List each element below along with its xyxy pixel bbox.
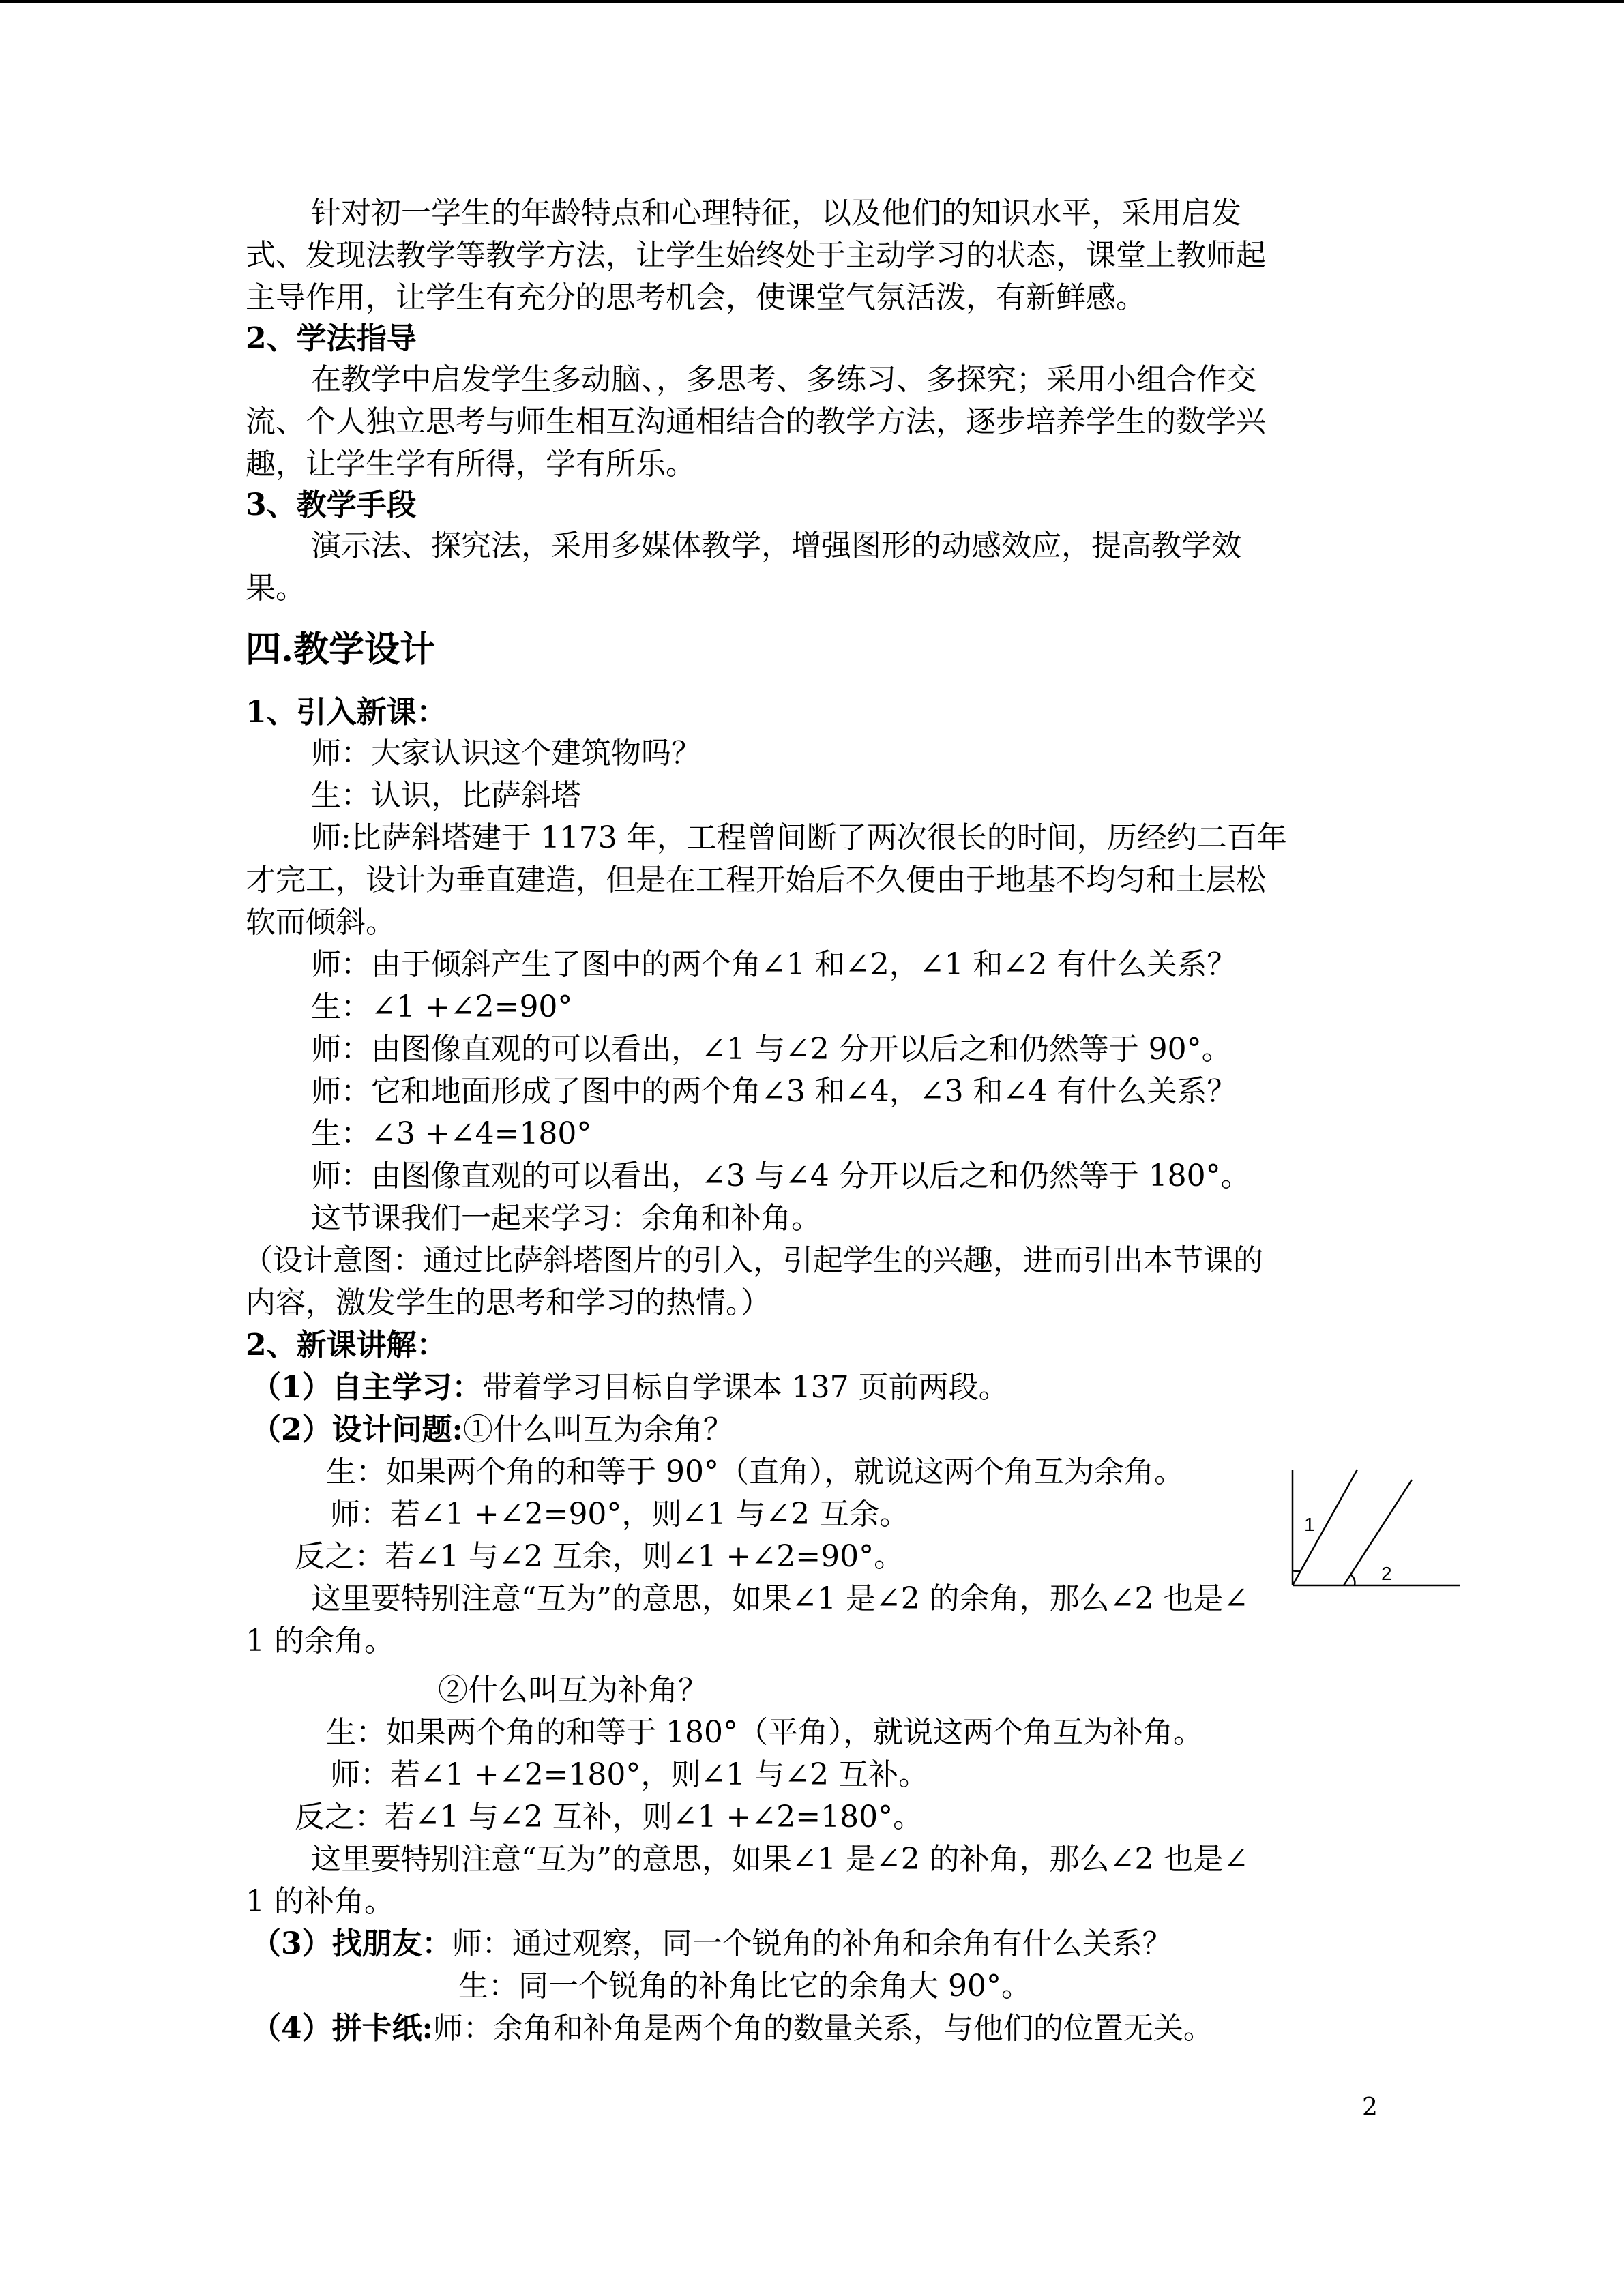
dialogue-line: 生：如果两个角的和等于 180°（平角），就说这两个角互为补角。 xyxy=(326,1715,1203,1750)
design-note-line: （设计意图：通过比萨斜塔图片的引入，引起学生的兴趣，进而引出本节课的 xyxy=(243,1243,1263,1278)
dialogue-line: 才完工，设计为垂直建造，但是在工程开始后不久便由于地基不均匀和土层松 xyxy=(246,863,1266,897)
dialogue-line: 师：大家认识这个建筑物吗？ xyxy=(311,736,701,771)
section-heading: 2、学法指导 xyxy=(246,321,417,356)
angle-label-1: 1 xyxy=(1304,1514,1315,1535)
dialogue-line: 生：如果两个角的和等于 90°（直角），就说这两个角互为余角。 xyxy=(326,1455,1184,1489)
step-text: 师：通过观察，同一个锐角的补角和余角有什么关系？ xyxy=(452,1926,1172,1961)
step-line xyxy=(251,1367,1009,1409)
step-line xyxy=(251,1409,733,1451)
dialogue-line: 1 的余角。 xyxy=(246,1624,394,1658)
dialogue-line: 这节课我们一起来学习：余角和补角。 xyxy=(311,1201,821,1236)
dialogue-line: 师:比萨斜塔建于 1173 年，工程曾间断了两次很长的时间，历经约二百年 xyxy=(311,820,1287,855)
paragraph-line: 式、发现法教学等教学方法，让学生始终处于主动学习的状态，课堂上教师起 xyxy=(246,238,1266,273)
dialogue-line: 生：同一个锐角的补角比它的余角大 90°。 xyxy=(458,1969,1031,2003)
angle-figure xyxy=(1289,1463,1466,1592)
dialogue-line: 师：由图像直观的可以看出，∠3 与∠4 分开以后之和仍然等于 180°。 xyxy=(311,1159,1251,1193)
section-heading: 2、新课讲解： xyxy=(246,1328,447,1362)
dialogue-line: 生：∠1 +∠2=90° xyxy=(311,989,573,1024)
page-top-border xyxy=(0,0,1624,3)
dialogue-line: 这里要特别注意“互为”的意思，如果∠1 是∠2 的补角，那么∠2 也是∠ xyxy=(311,1842,1249,1877)
step-text: 师：余角和补角是两个角的数量关系，与他们的位置无关。 xyxy=(432,2011,1213,2046)
sub-question: ②什么叫互为补角？ xyxy=(438,1673,708,1708)
page-number: 2 xyxy=(1362,2093,1378,2121)
paragraph-line: 针对初一学生的年龄特点和心理特征，以及他们的知识水平，采用启发 xyxy=(311,196,1241,230)
dialogue-line: 生：∠3 +∠4=180° xyxy=(311,1116,592,1151)
angle-label-2: 2 xyxy=(1381,1563,1392,1584)
dialogue-line: 反之：若∠1 与∠2 互补，则∠1 +∠2=180°。 xyxy=(295,1800,924,1834)
paragraph-line: 果。 xyxy=(246,571,306,606)
paragraph-line: 流、个人独立思考与师生相互沟通相结合的教学方法，逐步培养学生的数学兴 xyxy=(246,404,1266,439)
tilted-line-right xyxy=(1344,1480,1412,1585)
paragraph-line: 在教学中启发学生多动脑、，多思考、多练习、多探究；采用小组合作交 xyxy=(311,362,1256,397)
dialogue-line: 师：若∠1 +∠2=180°，则∠1 与∠2 互补。 xyxy=(330,1757,929,1792)
step-label: （4）拼卡纸: xyxy=(251,2011,433,2046)
tilted-line-left xyxy=(1293,1470,1357,1585)
dialogue-line: 生：认识，比萨斜塔 xyxy=(311,778,581,813)
section-heading: 3、教学手段 xyxy=(246,488,417,522)
dialogue-line: 师：由图像直观的可以看出，∠1 与∠2 分开以后之和仍然等于 90°。 xyxy=(311,1032,1232,1067)
page-section-title: 四.教学设计 xyxy=(246,629,436,670)
dialogue-line: 师：由于倾斜产生了图中的两个角∠1 和∠2，∠1 和∠2 有什么关系？ xyxy=(311,947,1237,982)
dialogue-line: 软而倾斜。 xyxy=(246,905,396,940)
step-line xyxy=(251,1923,1172,1965)
angle-arc-1 xyxy=(1293,1570,1301,1571)
section-heading: 1、引入新课： xyxy=(246,695,447,730)
dialogue-line: 反之：若∠1 与∠2 互余，则∠1 +∠2=90°。 xyxy=(295,1539,904,1574)
paragraph-line: 主导作用，让学生有充分的思考机会，使课堂气氛活泼，有新鲜感。 xyxy=(246,280,1146,315)
step-label: （1）自主学习： xyxy=(251,1370,482,1405)
step-text: 带着学习目标自学课本 137 页前两段。 xyxy=(482,1370,1009,1405)
step-text: ①什么叫互为余角？ xyxy=(462,1412,733,1447)
paragraph-line: 演示法、探究法，采用多媒体教学，增强图形的动感效应，提高教学效 xyxy=(311,528,1241,563)
dialogue-line: 这里要特别注意“互为”的意思，如果∠1 是∠2 的余角，那么∠2 也是∠ xyxy=(311,1581,1249,1616)
paragraph-line: 趣，让学生学有所得，学有所乐。 xyxy=(246,447,696,481)
step-label: （2）设计问题: xyxy=(251,1412,463,1447)
design-note-line: 内容，激发学生的思考和学习的热情。） xyxy=(246,1285,771,1320)
dialogue-line: 1 的补角。 xyxy=(246,1884,394,1919)
angle-arc-2 xyxy=(1350,1575,1355,1585)
step-line xyxy=(251,2008,1213,2050)
step-label: （3）找朋友： xyxy=(251,1926,452,1961)
dialogue-line: 师：若∠1 +∠2=90°，则∠1 与∠2 互余。 xyxy=(330,1497,910,1532)
dialogue-line: 师：它和地面形成了图中的两个角∠3 和∠4，∠3 和∠4 有什么关系？ xyxy=(311,1074,1237,1109)
